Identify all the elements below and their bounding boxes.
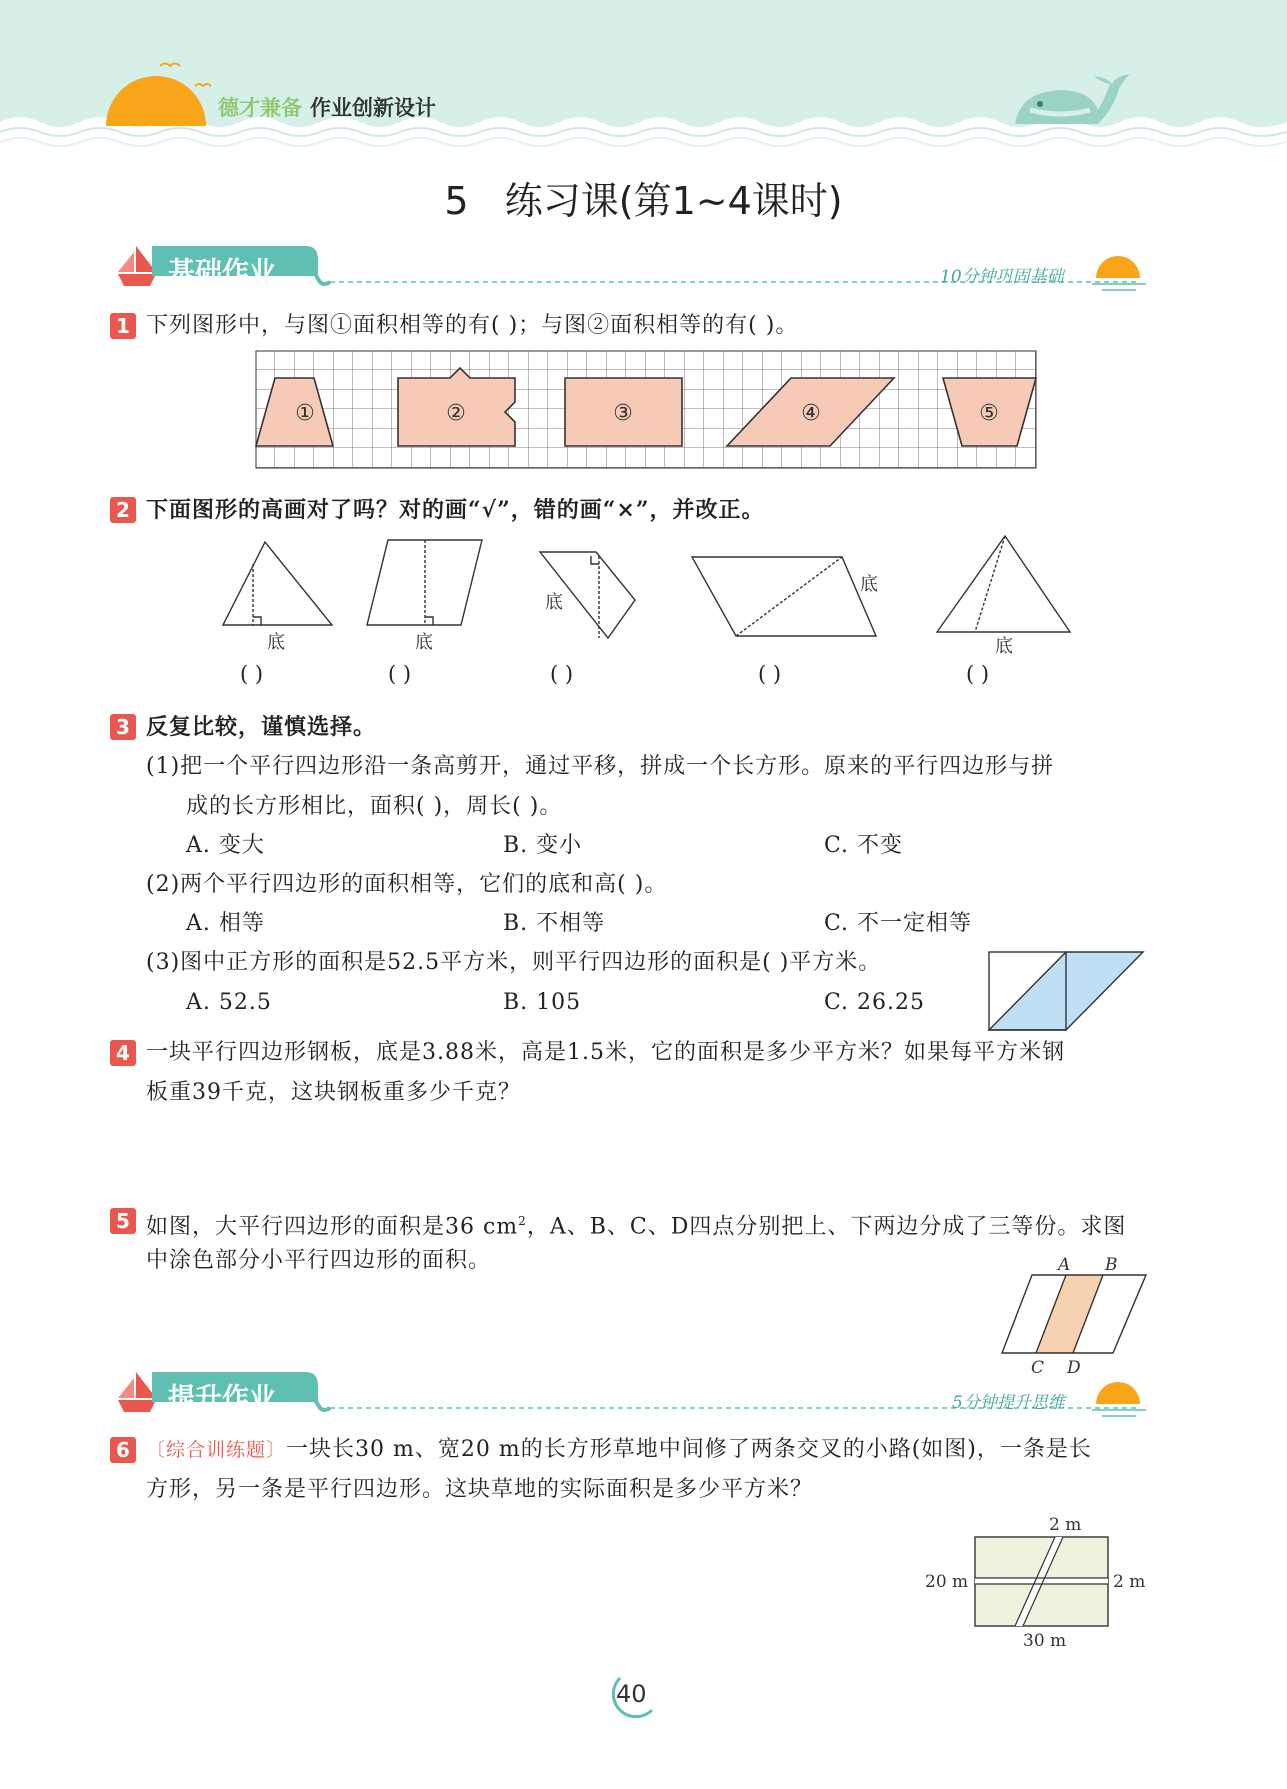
base-label-5: 底: [995, 636, 1013, 657]
lawn-label-left: 20 m: [925, 1572, 969, 1592]
q6-tag: 〔综合训练题〕: [146, 1439, 287, 1461]
q2-text: 下面图形的高画对了吗？对的画“√”，错的画“×”，并改正。: [146, 497, 765, 523]
q2-answer-1[interactable]: ( ): [240, 662, 264, 686]
q3-p1-line1: (1)把一个平行四边形沿一条高剪开，通过平移，拼成一个长方形。原来的平行四边形与拼: [146, 754, 1055, 779]
q3-p2-option-a[interactable]: A. 相等: [186, 911, 265, 936]
shape-label-5: ⑤: [979, 401, 999, 426]
q2-answer-3[interactable]: ( ): [550, 662, 574, 686]
whale-icon: [1015, 74, 1130, 124]
q3-square-figure: [985, 948, 1147, 1034]
section-basic-label: 基础作业: [168, 257, 276, 288]
q3-p3-option-b[interactable]: B. 105: [503, 990, 582, 1015]
section-advanced-label: 提升作业: [168, 1383, 276, 1414]
q3-p1-line2: 成的长方形相比，面积( )，周长( )。: [186, 794, 563, 819]
page-number: 40: [616, 1680, 647, 1708]
q5-line1-pre: 如图，大平行四边形的面积是36 cm: [146, 1214, 519, 1240]
q3-p1-option-b[interactable]: B. 变小: [503, 833, 583, 858]
q1-grid-figure: [255, 350, 1040, 472]
q5-line2: 中涂色部分小平行四边形的面积。: [146, 1248, 492, 1273]
q6-lawn-figure: [915, 1512, 1150, 1652]
label-d: D: [1067, 1358, 1081, 1377]
sunset-icon: [1092, 256, 1146, 290]
q3-p3: (3)图中正方形的面积是52.5平方米，则平行四边形的面积是( )平方米。: [146, 950, 882, 975]
section-basic-note: 10分钟巩固基础: [940, 267, 1064, 287]
q6-line1: [146, 1430, 1092, 1470]
base-label-2: 底: [415, 632, 433, 653]
q5-parallelogram-figure: [998, 1253, 1150, 1377]
q2-number: 2: [110, 497, 136, 523]
q3-p1-option-a[interactable]: A. 变大: [186, 833, 265, 858]
q1-number: 1: [110, 313, 136, 339]
header-decoration: [0, 0, 1287, 160]
base-label-3: 底: [545, 592, 563, 613]
q3-text: 反复比较，谨慎选择。: [146, 714, 377, 740]
q6-number: 6: [110, 1437, 136, 1463]
label-b: B: [1105, 1255, 1118, 1275]
q3-p3-option-a[interactable]: A. 52.5: [186, 990, 272, 1015]
lawn-label-right: 2 m: [1113, 1572, 1146, 1592]
ship-icon: [118, 246, 156, 286]
shape-label-4: ④: [801, 401, 821, 426]
q2-answer-5[interactable]: ( ): [966, 662, 990, 686]
q4-line2: 板重39千克，这块钢板重多少千克？: [146, 1080, 521, 1105]
shape-label-2: ②: [446, 401, 466, 426]
q2-figures: [200, 530, 1100, 660]
label-a: A: [1058, 1255, 1071, 1275]
q5-number: 5: [110, 1208, 136, 1234]
section-advanced-note: 5分钟提升思维: [952, 1393, 1065, 1413]
q3-p2-option-b[interactable]: B. 不相等: [503, 911, 606, 936]
q3-p2: (2)两个平行四边形的面积相等，它们的底和高( )。: [146, 872, 668, 897]
brand: [218, 92, 436, 122]
page-title: 5 练习课(第1~4课时): [444, 179, 843, 223]
shape-label-1: ①: [295, 401, 315, 426]
q2-answer-4[interactable]: ( ): [758, 662, 782, 686]
lawn-label-bottom: 30 m: [1023, 1631, 1067, 1651]
q4-line1: 一块平行四边形钢板，底是3.88米，高是1.5米，它的面积是多少平方米？如果每平方米钢: [146, 1040, 1065, 1065]
lawn-label-top: 2 m: [1049, 1515, 1082, 1535]
q6-line1-text: 一块长30 m、宽20 m的长方形草地中间修了两条交叉的小路(如图)，一条是长: [286, 1437, 1092, 1462]
q4-number: 4: [110, 1040, 136, 1066]
brand-part1: 德才兼备: [218, 96, 302, 120]
base-label-4: 底: [860, 574, 878, 595]
q2-answer-2[interactable]: ( ): [388, 662, 412, 686]
sun-icon: [106, 76, 206, 126]
brand-part2: 作业创新设计: [310, 96, 436, 120]
q5-line1-post: ，A、B、C、D四点分别把上、下两边分成了三等份。求图: [526, 1214, 1127, 1240]
label-c: C: [1031, 1358, 1045, 1377]
q3-number: 3: [110, 714, 136, 740]
q3-p1-option-c[interactable]: C. 不变: [824, 833, 904, 858]
q6-line2: 方形，另一条是平行四边形。这块草地的实际面积是多少平方米？: [146, 1477, 814, 1502]
q1-text: 下列图形中，与图①面积相等的有( )；与图②面积相等的有( )。: [146, 313, 799, 338]
shape-label-3: ③: [613, 401, 633, 426]
ship-icon: [118, 1372, 156, 1412]
sunset-icon: [1092, 1382, 1146, 1416]
q3-p3-option-c[interactable]: C. 26.25: [824, 990, 926, 1015]
q5-line1-sup: 2: [518, 1214, 527, 1228]
base-label-1: 底: [267, 632, 285, 653]
q3-p2-option-c[interactable]: C. 不一定相等: [824, 911, 973, 936]
